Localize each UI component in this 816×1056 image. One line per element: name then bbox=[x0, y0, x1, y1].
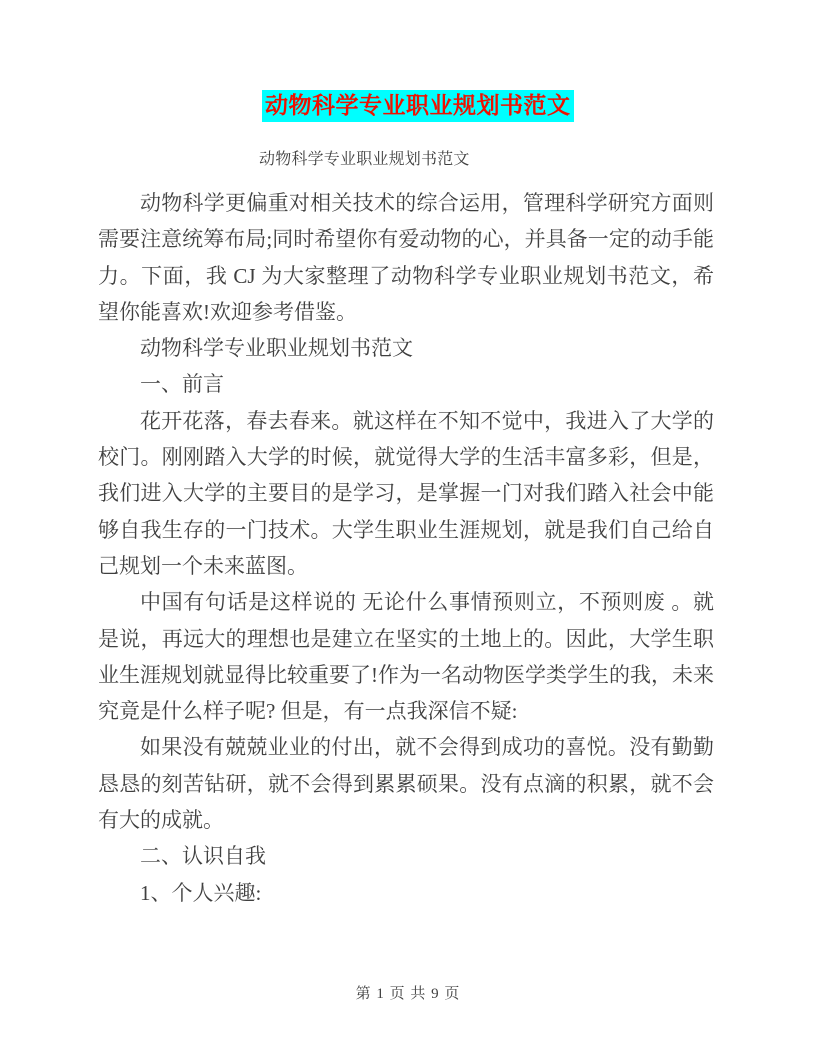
paragraph: 中国有句话是这样说的 无论什么事情预则立，不预则废 。就是说，再远大的理想也是建立在坚实的土地上的。因此，大学生职业生涯规划就显得比较重要了!作为一名动物医学类学生的我，未来究竟是什么样子呢? 但是，有一点我深信不疑: bbox=[98, 590, 714, 724]
paragraph: 如果没有兢兢业业的付出，就不会得到成功的喜悦。没有勤勤恳恳的刻苦钻研，就不会得到累累硕果。没有点滴的积累，就不会有大的成就。 bbox=[98, 735, 714, 833]
document-title: 动物科学专业职业规划书范文 bbox=[262, 90, 574, 122]
document-subtitle: 动物科学专业职业规划书范文 bbox=[259, 151, 470, 168]
paragraph: 动物科学更偏重对相关技术的综合运用，管理科学研究方面则需要注意统筹布局;同时希望你有爱动物的心，并具备一定的动手能力。下面，我 CJ 为大家整理了动物科学专业职业规划书范文，希望你能喜欢!欢迎参考借鉴。 bbox=[98, 191, 714, 324]
section-heading: 一、前言 bbox=[140, 372, 224, 397]
subsection-heading: 1、个人兴趣: bbox=[140, 880, 262, 905]
paragraph: 花开花落，春去春来。就这样在不知不觉中，我进入了大学的校门。刚刚踏入大学的时候，就觉得大学的生活丰富多彩，但是，我们进入大学的主要目的是学习，是掌握一门对我们踏入社会中能够自我生存的一门技术。大学生职业生涯规划，就是我们自己给自己规划一个未来蓝图。 bbox=[98, 408, 714, 578]
document-body bbox=[98, 185, 714, 911]
section-heading: 二、认识自我 bbox=[140, 844, 266, 869]
document-content bbox=[98, 0, 714, 911]
paragraph: 动物科学专业职业规划书范文 bbox=[140, 336, 413, 361]
document-title-line bbox=[262, 90, 714, 124]
page-number-footer: 第 1 页 共 9 页 bbox=[355, 986, 461, 1002]
